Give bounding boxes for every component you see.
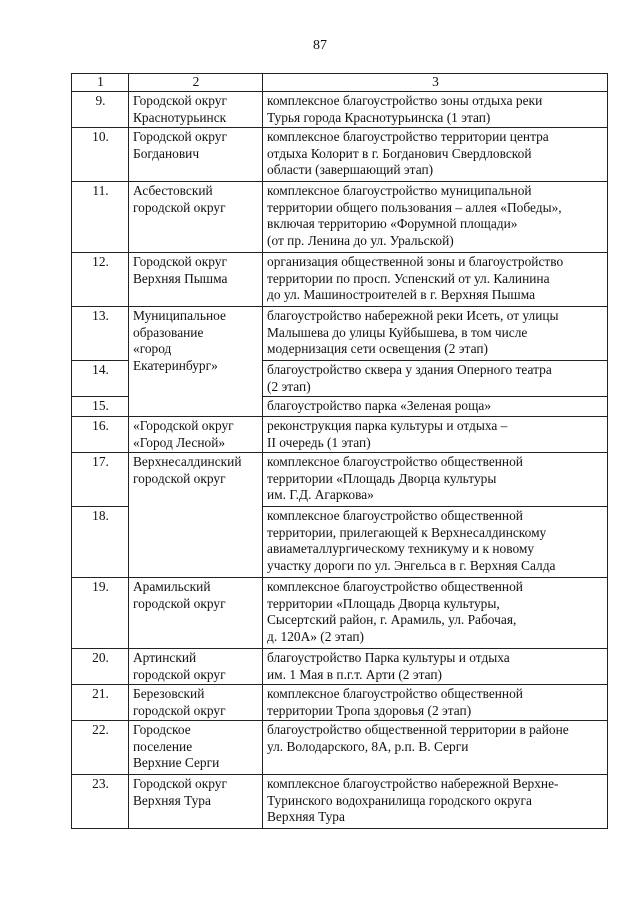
description-cell: комплексное благоустройство общественной территории, прилегающей к Верхнесалдинскому авиаметаллургическому техникуму и к новому участку дороги по ул. Энгельса в г. Верхняя Салда — [263, 506, 608, 577]
table-row — [72, 127, 608, 181]
row-number: 18. — [72, 506, 129, 577]
table-row — [72, 252, 608, 306]
row-number: 21. — [72, 684, 129, 720]
row-number: 19. — [72, 577, 129, 648]
table-row — [72, 181, 608, 252]
municipality-cell: Городской округ Верхняя Пышма — [129, 252, 263, 306]
row-number: 13. — [72, 306, 129, 360]
table-row — [72, 648, 608, 684]
description-cell: благоустройство набережной реки Исеть, от улицы Малышева до улицы Куйбышева, в том числе модернизация сети освещения (2 этап) — [263, 306, 608, 360]
description-cell: благоустройство Парка культуры и отдыха им. 1 Мая в п.г.т. Арти (2 этап) — [263, 648, 608, 684]
municipality-cell: Муниципальное образование «город Екатеринбург» — [129, 306, 263, 416]
row-number: 14. — [72, 360, 129, 396]
header-col-municipality: 2 — [129, 74, 263, 92]
table-row — [72, 684, 608, 720]
row-number: 10. — [72, 127, 129, 181]
description-cell: комплексное благоустройство муниципальной территории общего пользования – аллея «Победы», включая территорию «Форумной площади» (от пр. Ленина до ул. Уральской) — [263, 181, 608, 252]
description-cell: комплексное благоустройство зоны отдыха реки Турья города Краснотурьинска (1 этап) — [263, 91, 608, 127]
municipality-cell: Артинский городской округ — [129, 648, 263, 684]
header-col-number: 1 — [72, 74, 129, 92]
row-number: 11. — [72, 181, 129, 252]
municipality-cell: «Городской округ «Город Лесной» — [129, 416, 263, 452]
municipality-cell: Березовский городской округ — [129, 684, 263, 720]
table-row — [72, 306, 608, 360]
municipality-cell: Арамильский городской округ — [129, 577, 263, 648]
description-cell: комплексное благоустройство общественной территории «Площадь Дворца культуры им. Г.Д. Агаркова» — [263, 452, 608, 506]
row-number: 9. — [72, 91, 129, 127]
table-header-row — [72, 74, 608, 92]
municipality-cell: Городской округ Богданович — [129, 127, 263, 181]
row-number: 15. — [72, 396, 129, 416]
description-cell: реконструкция парка культуры и отдыха – II очередь (1 этап) — [263, 416, 608, 452]
projects-table — [71, 73, 608, 829]
page-number: 87 — [313, 38, 327, 53]
description-cell: благоустройство общественной территории в районе ул. Володарского, 8А, р.п. В. Серги — [263, 720, 608, 774]
table-row — [72, 720, 608, 774]
header-col-description: 3 — [263, 74, 608, 92]
municipality-cell: Городской округ Верхняя Тура — [129, 774, 263, 828]
description-cell: благоустройство парка «Зеленая роща» — [263, 396, 608, 416]
municipality-cell: Городское поселение Верхние Серги — [129, 720, 263, 774]
row-number: 22. — [72, 720, 129, 774]
description-cell: комплексное благоустройство набережной Верхне- Туринского водохранилища городского округа Верхняя Тура — [263, 774, 608, 828]
table-row — [72, 416, 608, 452]
municipality-cell: Верхнесалдинский городской округ — [129, 452, 263, 577]
row-number: 17. — [72, 452, 129, 506]
description-cell: организация общественной зоны и благоустройство территории по просп. Успенский от ул. Калинина до ул. Машиностроителей в г. Верхняя Пышма — [263, 252, 608, 306]
row-number: 20. — [72, 648, 129, 684]
municipality-cell: Городской округ Краснотурьинск — [129, 91, 263, 127]
description-cell: комплексное благоустройство территории центра отдыха Колорит в г. Богданович Свердловской области (завершающий этап) — [263, 127, 608, 181]
row-number: 16. — [72, 416, 129, 452]
row-number: 23. — [72, 774, 129, 828]
description-cell: комплексное благоустройство общественной территории Тропа здоровья (2 этап) — [263, 684, 608, 720]
description-cell: комплексное благоустройство общественной территории «Площадь Дворца культуры, Сысертский район, г. Арамиль, ул. Рабочая, д. 120А» (2 этап) — [263, 577, 608, 648]
description-cell: благоустройство сквера у здания Оперного театра (2 этап) — [263, 360, 608, 396]
row-number: 12. — [72, 252, 129, 306]
table-row — [72, 577, 608, 648]
municipality-cell: Асбестовский городской округ — [129, 181, 263, 252]
table-row — [72, 774, 608, 828]
table-row — [72, 452, 608, 506]
table-row — [72, 91, 608, 127]
